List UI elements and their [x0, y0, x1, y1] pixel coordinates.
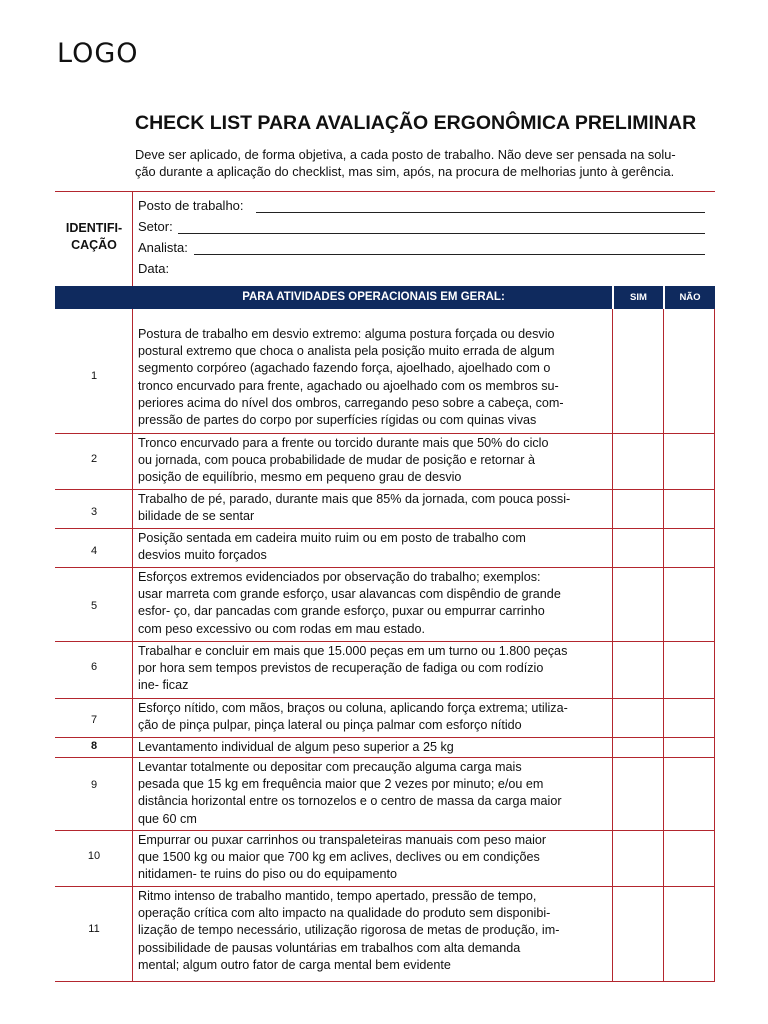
row-number: 8 — [90, 740, 98, 752]
row-divider — [55, 567, 715, 568]
row-text: Ritmo intenso de trabalho mantido, tempo apertado, pressão de tempo, operação crítica com alto impacto na qualidade do produto sem disponibi- lização de tempo necessário, utilização rigorosa de metas de produção, im- possibilidade de pausas voluntárias em trabalhos com alta demanda mental; algum outro fator de carga mental bem evidente — [138, 889, 560, 972]
document-title: CHECK LIST PARA AVALIAÇÃO ERGONÔMICA PRELIMINAR — [135, 112, 697, 134]
row-number: 1 — [90, 370, 98, 382]
row-number: 3 — [90, 506, 98, 518]
row-text: Empurrar ou puxar carrinhos ou transpaleteiras manuais com peso maior que 1500 kg ou maior que 700 kg em aclives, declives ou em condições nitidamen- te ruins do piso ou do equipamento — [138, 833, 547, 882]
intro-line: Deve ser aplicado, de forma objetiva, a cada posto de trabalho. Não deve ser pensada na solu- — [135, 147, 676, 162]
grid-line — [714, 309, 715, 982]
row-text: Posição sentada em cadeira muito ruim ou em posto de trabalho com desvios muito forçados — [138, 531, 526, 563]
row-number: 2 — [90, 453, 98, 465]
column-header-sim: SIM — [630, 292, 647, 303]
row-number: 7 — [90, 714, 98, 726]
row-divider — [55, 698, 715, 699]
grid-line — [132, 191, 133, 286]
grid-line — [132, 309, 133, 982]
intro-line: ção durante a aplicação do checklist, mas sim, após, na procura de melhorias junto à gerência. — [135, 164, 675, 179]
field-analista: Analista: — [138, 240, 188, 255]
row-number: 5 — [90, 600, 98, 612]
logo: LOGO — [57, 38, 139, 69]
field-posto-de-trabalho-line[interactable] — [256, 212, 705, 213]
row-text: Tronco encurvado para a frente ou torcido durante mais que 50% do ciclo ou jornada, com pouca probabilidade de mudar de posição e retornar à posição de equilíbrio, mesmo em pequeno grau de desvio — [138, 436, 549, 485]
row-number: 4 — [90, 545, 98, 557]
field-setor: Setor: — [138, 219, 173, 234]
row-text: Levantamento individual de algum peso superior a 25 kg — [138, 740, 454, 754]
row-text: Trabalho de pé, parado, durante mais que 85% da jornada, com pouca possi- bilidade de se sentar — [138, 492, 571, 524]
field-setor-line[interactable] — [178, 233, 705, 234]
field-data: Data: — [138, 261, 170, 276]
section-title: PARA ATIVIDADES OPERACIONAIS EM GERAL: — [242, 291, 505, 303]
row-divider — [55, 489, 715, 490]
row-divider — [55, 433, 715, 434]
row-text: Esforço nítido, com mãos, braços ou coluna, aplicando força extrema; utiliza- ção de pinça pulpar, pinça lateral ou pinça palmar com esforço nítido — [138, 701, 568, 733]
field-posto-de-trabalho: Posto de trabalho: — [138, 198, 244, 213]
row-text: Postura de trabalho em desvio extremo: alguma postura forçada ou desvio postural extremo que choca o analista pela posição muito errada de algum segmento corpóreo (agachado fazendo força, ajoelhado, ajoelhado com o tronco encurvado para frente, agachado ou ajoelhado com os membros su- periores acima do nível dos ombros, carregando peso sobre a cabeça, com- pressão de partes do corpo por superfícies rígidas ou com quinas vivas — [138, 327, 564, 428]
row-divider — [55, 737, 715, 738]
identification-label: IDENTIFI- CAÇÃO — [65, 221, 123, 252]
field-analista-line[interactable] — [194, 254, 705, 255]
row-divider — [55, 641, 715, 642]
row-number: 6 — [90, 661, 98, 673]
row-text: Esforços extremos evidenciados por observação do trabalho; exemplos: usar marreta com grande esforço, usar alavancas com dispêndio de grande esfor- ço, dar pancadas com grande esforço, puxar ou empurrar carrinho com peso excessivo ou com rodas em mau estado. — [138, 570, 561, 636]
row-divider — [55, 528, 715, 529]
row-number: 10 — [87, 850, 101, 862]
grid-line — [663, 309, 664, 982]
row-text: Levantar totalmente ou depositar com precaução alguma carga mais pesada que 15 kg em frequência maior que 2 vezes por minuto; e/ou em distância horizontal entre os tornozelos e o centro de massa da carga maior que 60 cm — [138, 760, 562, 826]
intro-paragraph — [135, 146, 715, 180]
row-divider — [55, 886, 715, 887]
row-divider — [55, 830, 715, 831]
row-number: 11 — [88, 923, 100, 935]
grid-line — [55, 191, 715, 192]
row-divider — [55, 981, 715, 982]
row-number: 9 — [90, 779, 98, 791]
row-divider — [55, 757, 715, 758]
column-header-nao: NÃO — [679, 292, 701, 303]
row-text: Trabalhar e concluir em mais que 15.000 peças em um turno ou 1.800 peças por hora sem tempos previstos de recuperação de fadiga ou com rodízio ine- ficaz — [138, 644, 568, 693]
grid-line — [612, 309, 613, 982]
